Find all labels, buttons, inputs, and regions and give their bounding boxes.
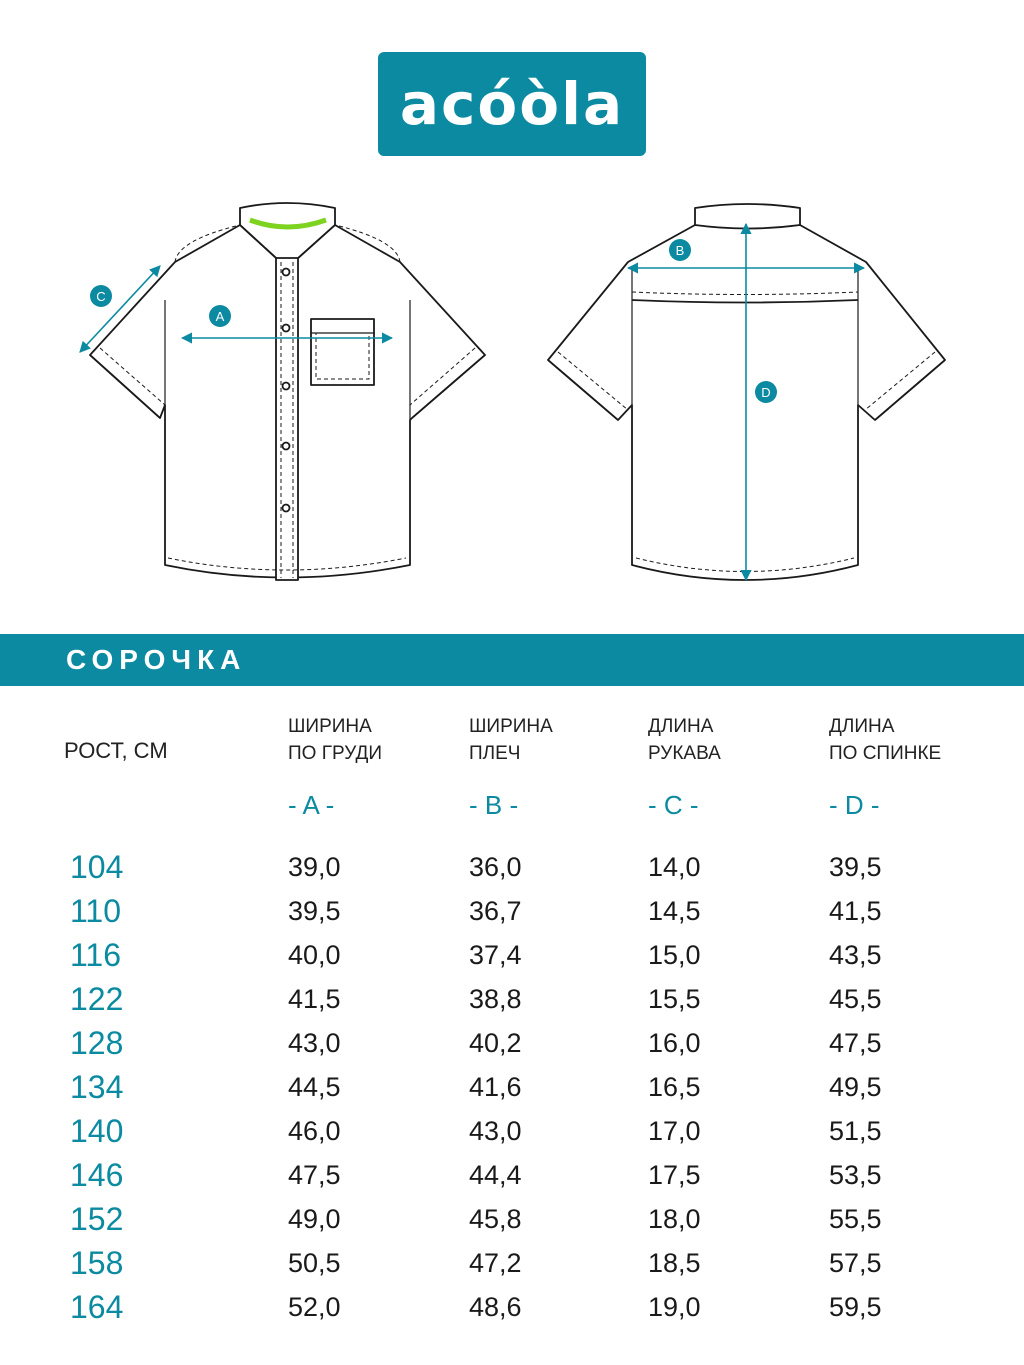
sleeve-value: 15,0 (648, 940, 701, 970)
chest-value: 52,0 (288, 1292, 341, 1322)
chest-value: 43,0 (288, 1028, 341, 1058)
height-value: 140 (70, 1113, 124, 1149)
shoulder-value: 38,8 (469, 984, 522, 1014)
logo-text: acóòla (399, 70, 625, 138)
header-line: ПО СПИНКЕ (829, 743, 942, 764)
marker-d (755, 381, 777, 403)
table-row (0, 845, 1024, 889)
header-sleeve-length (648, 713, 721, 767)
back-value: 53,5 (829, 1160, 882, 1190)
marker-c-label: C (96, 289, 106, 304)
height-value: 134 (70, 1069, 124, 1105)
back-value: 39,5 (829, 852, 882, 882)
header-shoulder-width (469, 713, 553, 767)
sleeve-value: 19,0 (648, 1292, 701, 1322)
back-value: 41,5 (829, 896, 882, 926)
header-line: РУКАВА (648, 743, 721, 764)
table-row (0, 1197, 1024, 1241)
sleeve-value: 18,5 (648, 1248, 701, 1278)
height-header: РОСТ, СМ (64, 738, 168, 763)
shoulder-value: 40,2 (469, 1028, 522, 1058)
table-row (0, 1109, 1024, 1153)
table-row (0, 977, 1024, 1021)
shoulder-value: 41,6 (469, 1072, 522, 1102)
sleeve-value: 14,0 (648, 852, 701, 882)
height-value: 158 (70, 1245, 124, 1281)
table-row (0, 1065, 1024, 1109)
product-banner (0, 634, 1024, 686)
letter-a: - A - (288, 790, 335, 820)
table-row (0, 1285, 1024, 1329)
sleeve-value: 15,5 (648, 984, 701, 1014)
back-value: 55,5 (829, 1204, 882, 1234)
header-line: ДЛИНА (648, 716, 714, 737)
back-value: 49,5 (829, 1072, 882, 1102)
sleeve-value: 17,5 (648, 1160, 701, 1190)
brand-logo (378, 52, 646, 156)
height-value: 104 (70, 849, 124, 885)
table-row (0, 1153, 1024, 1197)
height-value: 122 (70, 981, 124, 1017)
back-value: 45,5 (829, 984, 882, 1014)
header-line: ШИРИНА (288, 716, 372, 737)
header-chest-width (288, 713, 382, 767)
height-value: 146 (70, 1157, 124, 1193)
chest-value: 50,5 (288, 1248, 341, 1278)
marker-a-label: A (215, 309, 225, 324)
shoulder-value: 48,6 (469, 1292, 522, 1322)
marker-d-label: D (761, 385, 771, 400)
table-row (0, 1241, 1024, 1285)
back-value: 51,5 (829, 1116, 882, 1146)
shoulder-value: 47,2 (469, 1248, 522, 1278)
shoulder-value: 45,8 (469, 1204, 522, 1234)
header-line: ДЛИНА (829, 716, 895, 737)
chest-value: 49,0 (288, 1204, 341, 1234)
marker-a (209, 305, 231, 327)
letter-b: - B - (469, 790, 519, 820)
header-line: ПЛЕЧ (469, 743, 521, 764)
table-row (0, 933, 1024, 977)
marker-c (90, 285, 112, 307)
height-value: 110 (70, 893, 122, 929)
chest-value: 47,5 (288, 1160, 341, 1190)
header-line: ПО ГРУДИ (288, 743, 382, 764)
letter-d: - D - (829, 790, 880, 820)
product-title: СОРОЧКА (66, 644, 247, 675)
shoulder-value: 43,0 (469, 1116, 522, 1146)
table-row (0, 889, 1024, 933)
shoulder-value: 36,0 (469, 852, 522, 882)
chest-value: 39,5 (288, 896, 341, 926)
marker-b (669, 239, 691, 261)
shoulder-value: 37,4 (469, 940, 522, 970)
chest-value: 39,0 (288, 852, 341, 882)
back-value: 47,5 (829, 1028, 882, 1058)
shirt-front (90, 203, 485, 580)
sleeve-value: 16,0 (648, 1028, 701, 1058)
sleeve-value: 16,5 (648, 1072, 701, 1102)
chest-value: 41,5 (288, 984, 341, 1014)
marker-b-label: B (675, 243, 685, 258)
back-value: 59,5 (829, 1292, 882, 1322)
back-value: 57,5 (829, 1248, 882, 1278)
chest-value: 40,0 (288, 940, 341, 970)
height-value: 116 (70, 937, 122, 973)
table-row (0, 1021, 1024, 1065)
shoulder-value: 36,7 (469, 896, 522, 926)
header-back-length (829, 713, 941, 767)
letter-c: - C - (648, 790, 699, 820)
sleeve-value: 18,0 (648, 1204, 701, 1234)
height-value: 128 (70, 1025, 124, 1061)
chest-value: 44,5 (288, 1072, 341, 1102)
shirt-diagrams (0, 190, 1024, 600)
header-line: ШИРИНА (469, 716, 553, 737)
sleeve-value: 17,0 (648, 1116, 701, 1146)
back-value: 43,5 (829, 940, 882, 970)
chest-value: 46,0 (288, 1116, 341, 1146)
shoulder-value: 44,4 (469, 1160, 522, 1190)
height-value: 152 (70, 1201, 124, 1237)
height-value: 164 (70, 1289, 124, 1325)
sleeve-value: 14,5 (648, 896, 701, 926)
